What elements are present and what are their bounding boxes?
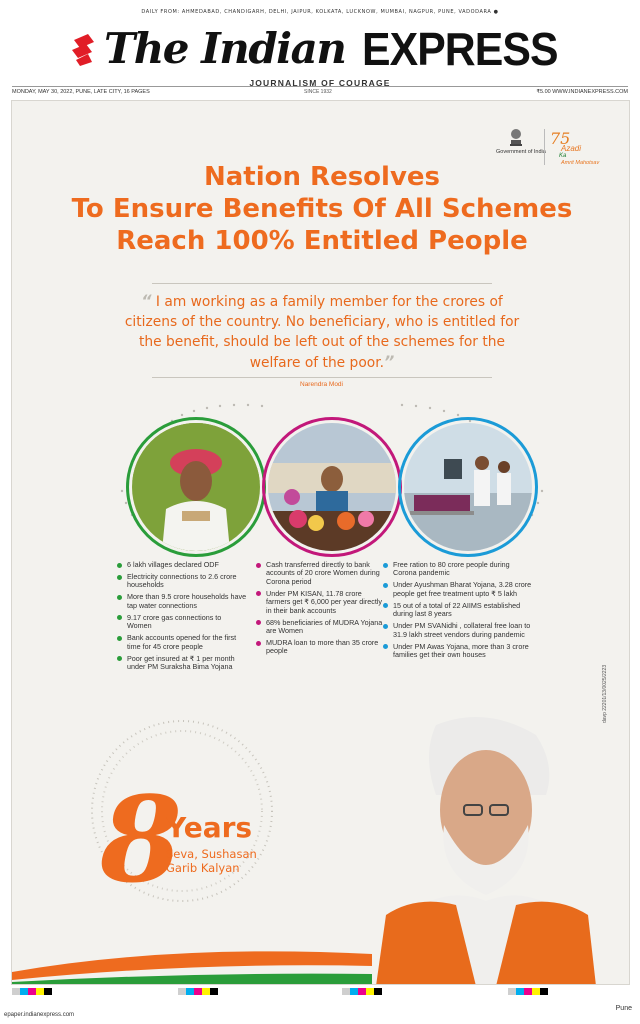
masthead xyxy=(0,22,640,78)
list-item: Under Ayushman Bharat Yojana, 3.28 crore people get free treatment upto ₹ 5 lakh xyxy=(383,581,533,598)
open-quote-icon: “ xyxy=(141,291,152,310)
azadi-ka-amrit-mahotsav-logo xyxy=(544,129,604,165)
logo-the-indian: The Indian xyxy=(104,24,346,73)
list-item: Under PM Awas Yojana, more than 3 crore families get their own houses xyxy=(383,643,533,660)
azadi-line1: Azadi xyxy=(561,144,582,153)
epaper-link[interactable]: epaper.indianexpress.com xyxy=(4,1012,75,1018)
years-line1: Seva, Sushasan xyxy=(166,847,257,861)
pm-portrait xyxy=(356,715,616,985)
list-item: Under PM SVANidhi , collateral free loan to 31.9 lakh street vendors during pandemic xyxy=(383,622,533,639)
author-name: Narendra Modi xyxy=(292,381,351,388)
pm-quote xyxy=(124,291,520,373)
dateline xyxy=(12,86,628,95)
column-green xyxy=(117,561,247,675)
quote-author xyxy=(12,373,630,391)
print-swatches xyxy=(342,988,382,995)
years-word: Years xyxy=(166,811,253,844)
headline-line: Reach 100% Entitled People xyxy=(116,226,528,256)
list-item: Free ration to 80 crore people during Corona pandemic xyxy=(383,561,533,578)
headline-line: To Ensure Benefits Of All Schemes xyxy=(71,194,573,224)
list-item: Poor get insured at ₹ 1 per month under PM Suraksha Bima Yojana xyxy=(117,655,247,672)
since-text: SINCE 1932 xyxy=(304,89,332,95)
gov-label: Government of India xyxy=(496,149,546,155)
photo-row xyxy=(132,423,532,553)
price-website: ₹5.00 WWW.INDIANEXPRESS.COM xyxy=(536,89,628,95)
column-magenta xyxy=(256,561,386,659)
quote-text: I am working as a family member for the crores of citizens of the country. No beneficiary, who is entitled for the benefit, should be left out of the schemes for the welfare of the poor. xyxy=(124,294,520,371)
azadi-line3: Amrit Mahotsav xyxy=(561,160,600,166)
print-swatches xyxy=(178,988,218,995)
column-blue xyxy=(383,561,533,663)
close-quote-icon: ” xyxy=(384,352,395,371)
shopkeeper-photo xyxy=(268,423,396,551)
headline xyxy=(52,161,592,257)
years-subtitle xyxy=(166,847,257,875)
list-item: MUDRA loan to more than 35 crore people xyxy=(256,639,386,656)
list-item: More than 9.5 crore households have tap water connections xyxy=(117,593,247,610)
list-item: Bank accounts opened for the first time for 45 crore people xyxy=(117,634,247,651)
list-item: 9.17 crore gas connections to Women xyxy=(117,614,247,631)
logo-express: EXPRESS xyxy=(362,23,558,75)
edition-city: Pune xyxy=(615,1005,632,1012)
government-advertisement xyxy=(11,100,630,985)
date-edition: MONDAY, MAY 30, 2022, PUNE, LATE CITY, 16 PAGES xyxy=(12,89,150,95)
eight-years-badge xyxy=(100,770,300,917)
list-item: 6 lakh villages declared ODF xyxy=(117,561,247,569)
azadi-number: 75 xyxy=(550,129,571,148)
farmer-photo xyxy=(132,423,260,551)
express-logo-icon xyxy=(70,32,102,66)
years-line2: Garib Kalyan xyxy=(166,861,240,875)
list-item: 15 out of a total of 22 AIIMS established during last 8 years xyxy=(383,602,533,619)
list-item: Cash transferred directly to bank accounts of 20 crore Women during Corona period xyxy=(256,561,386,586)
years-numeral: 8 xyxy=(100,770,183,909)
list-item: Under PM KISAN, 11.78 crore farmers get ₹ 6,000 per year directly in their bank accounts xyxy=(256,590,386,615)
editions-line: DAILY FROM: AHMEDABAD, CHANDIGARH, DELHI, JAIPUR, KOLKATA, LUCKNOW, MUMBAI, NAGPUR, PUNE, VADODARA ● xyxy=(141,9,499,15)
davp-code: davp 22201/13/0025/2223 xyxy=(602,664,608,723)
hospital-photo xyxy=(404,423,532,551)
list-item: Electricity connections to 2.6 crore households xyxy=(117,573,247,590)
print-swatches xyxy=(12,988,52,995)
government-emblem xyxy=(496,126,546,155)
tagline-text: JOURNALISM OF COURAGE xyxy=(249,78,391,88)
list-item: 68% beneficiaries of MUDRA Yojana are Women xyxy=(256,619,386,636)
divider xyxy=(152,283,492,284)
print-swatches xyxy=(508,988,548,995)
ashoka-emblem-icon xyxy=(507,126,525,148)
azadi-line2: Ka xyxy=(559,153,567,159)
headline-line: Nation Resolves xyxy=(203,162,441,192)
